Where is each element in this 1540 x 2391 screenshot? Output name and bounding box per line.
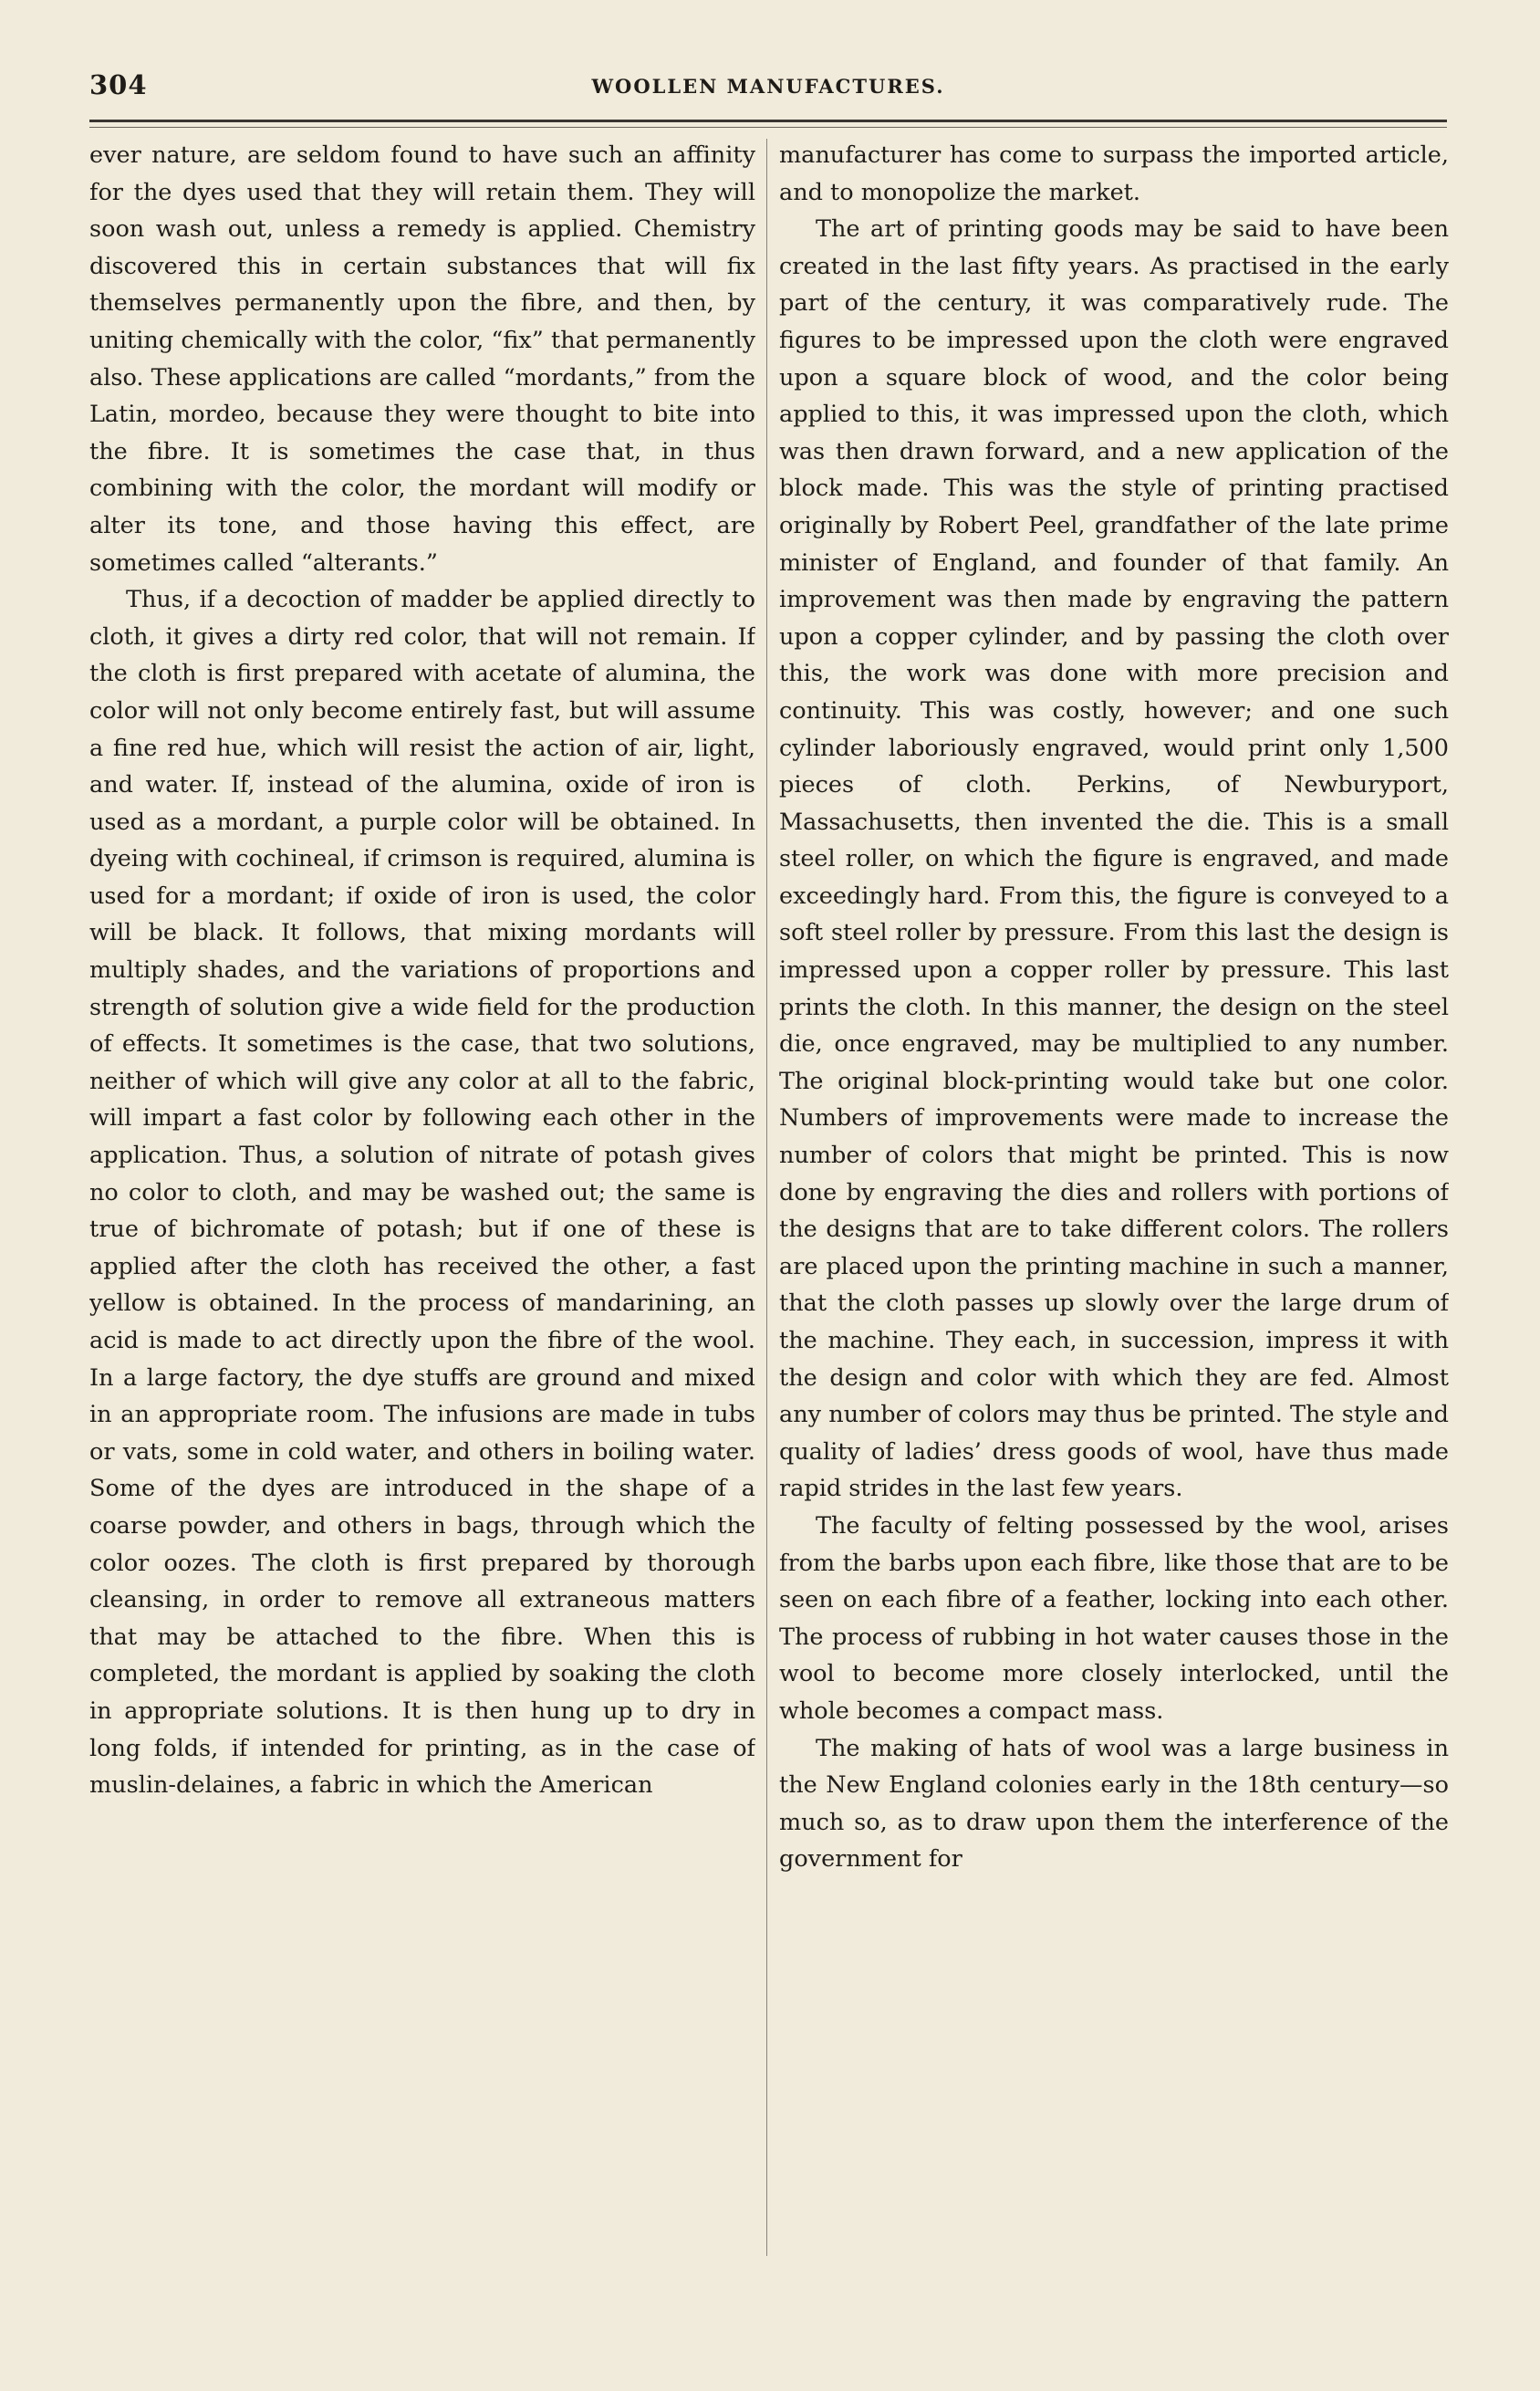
header-rule-thin xyxy=(89,127,1447,128)
page-header xyxy=(89,69,1447,115)
right-paragraph-1: manufacturer has come to surpass the imported article, and to monopolize the market. xyxy=(779,141,1449,206)
page-number: 304 xyxy=(89,69,148,100)
column-divider xyxy=(766,139,767,2256)
right-paragraph-4: The making of hats of wool was a large business in the New England colonies early in the 18th century—so much so, as to draw upon them the interference of the government for xyxy=(779,1734,1449,1874)
running-title: WOOLLEN MANUFACTURES. xyxy=(591,75,945,98)
left-column xyxy=(89,137,755,2263)
left-paragraph-2: Thus, if a decoction of madder be applied directly to cloth, it gives a dirty red color, that will not remain. If the cloth is first prepared with acetate of alumina, the color will not only become entirely fast, but will assume a fine red hue, which will resist the action of air, light, and water. If, instead of the alumina, oxide of iron is used as a mordant, a purple color will be obtained. In dyeing with cochineal, if crimson is required, alumina is used for a mordant; if oxide of iron is used, the color will be black. It follows, that mixing mordants will multiply shades, and the variations of proportions and strength of solution give a wide field for the production of effects. It sometimes is the case, that two solutions, neither of which will give any color at all to the fabric, will impart a fast color by following each other in the application. Thus, a solution of nitrate of potash gives no color to cloth, and may be washed out; the same is true of bichromate of potash; but if one of these is applied after the cloth has received the other, a fast yellow is obtained. In the process of mandarining, an acid is made to act directly upon the fibre of the wool. In a large factory, the dye stuffs are ground and mixed in an appropriate room. The infusions are made in tubs or vats, some in cold water, and others in boiling water. Some of the dyes are introduced in the shape of a coarse powder, and others in bags, through which the color oozes. The cloth is first prepared by thorough cleansing, in order to remove all extraneous matters that may be attached to the fibre. When this is completed, the mordant is applied by soaking the cloth in appropriate solutions. It is then hung up to dry in long folds, if intended for printing, as in the case of muslin-delaines, a fabric in which the American xyxy=(89,586,755,1800)
left-paragraph-1: ever nature, are seldom found to have such an affinity for the dyes used that they will retain them. They will soon wash out, unless a remedy is applied. Chemistry discovered this in certain substances that will fix themselves permanently upon the fibre, and then, by uniting chemically with the color, “fix” that permanently also. These applications are called “mordants,” from the Latin, mordeo, because they were thought to bite into the fibre. It is sometimes the case that, in thus combining with the color, the mordant will modify or alter its tone, and those having this effect, are sometimes called “alterants.” xyxy=(89,141,755,577)
right-paragraph-2: The art of printing goods may be said to have been created in the last fifty years. As practised in the early part of the century, it was comparatively rude. The figures to be impressed upon the cloth were engraved upon a square block of wood, and the color being applied to this, it was impressed upon the cloth, which was then drawn forward, and a new application of the block made. This was the style of printing practised originally by Robert Peel, grandfather of the late prime minister of England, and founder of that family. An improvement was then made by engraving the pattern upon a copper cylinder, and by passing the cloth over this, the work was done with more precision and continuity. This was costly, however; and one such cylinder laboriously engraved, would print only 1,500 pieces of cloth. Perkins, of Newburyport, Massachusetts, then invented the die. This is a small steel roller, on which the figure is engraved, and made exceedingly hard. From this, the figure is conveyed to a soft steel roller by pressure. From this last the design is impressed upon a copper roller by pressure. This last prints the cloth. In this manner, the design on the steel die, once engraved, may be multiplied to any number. The original block-printing would take but one color. Numbers of improvements were made to increase the number of colors that might be printed. This is now done by engraving the dies and rollers with portions of the designs that are to take different colors. The rollers are placed upon the printing machine in such a manner, that the cloth passes up slowly over the large drum of the machine. They each, in succession, impress it with the design and color with which they are fed. Almost any number of colors may thus be printed. The style and quality of ladies’ dress goods of wool, have thus made rapid strides in the last few years. xyxy=(779,215,1449,1503)
right-column xyxy=(779,137,1449,2263)
header-rule xyxy=(89,120,1447,122)
right-paragraph-3: The faculty of felting possessed by the wool, arises from the barbs upon each fibre, like those that are to be seen on each fibre of a feather, locking into each other. The process of rubbing in hot water causes those in the wool to become more closely interlocked, until the whole becomes a compact mass. xyxy=(779,1511,1449,1725)
